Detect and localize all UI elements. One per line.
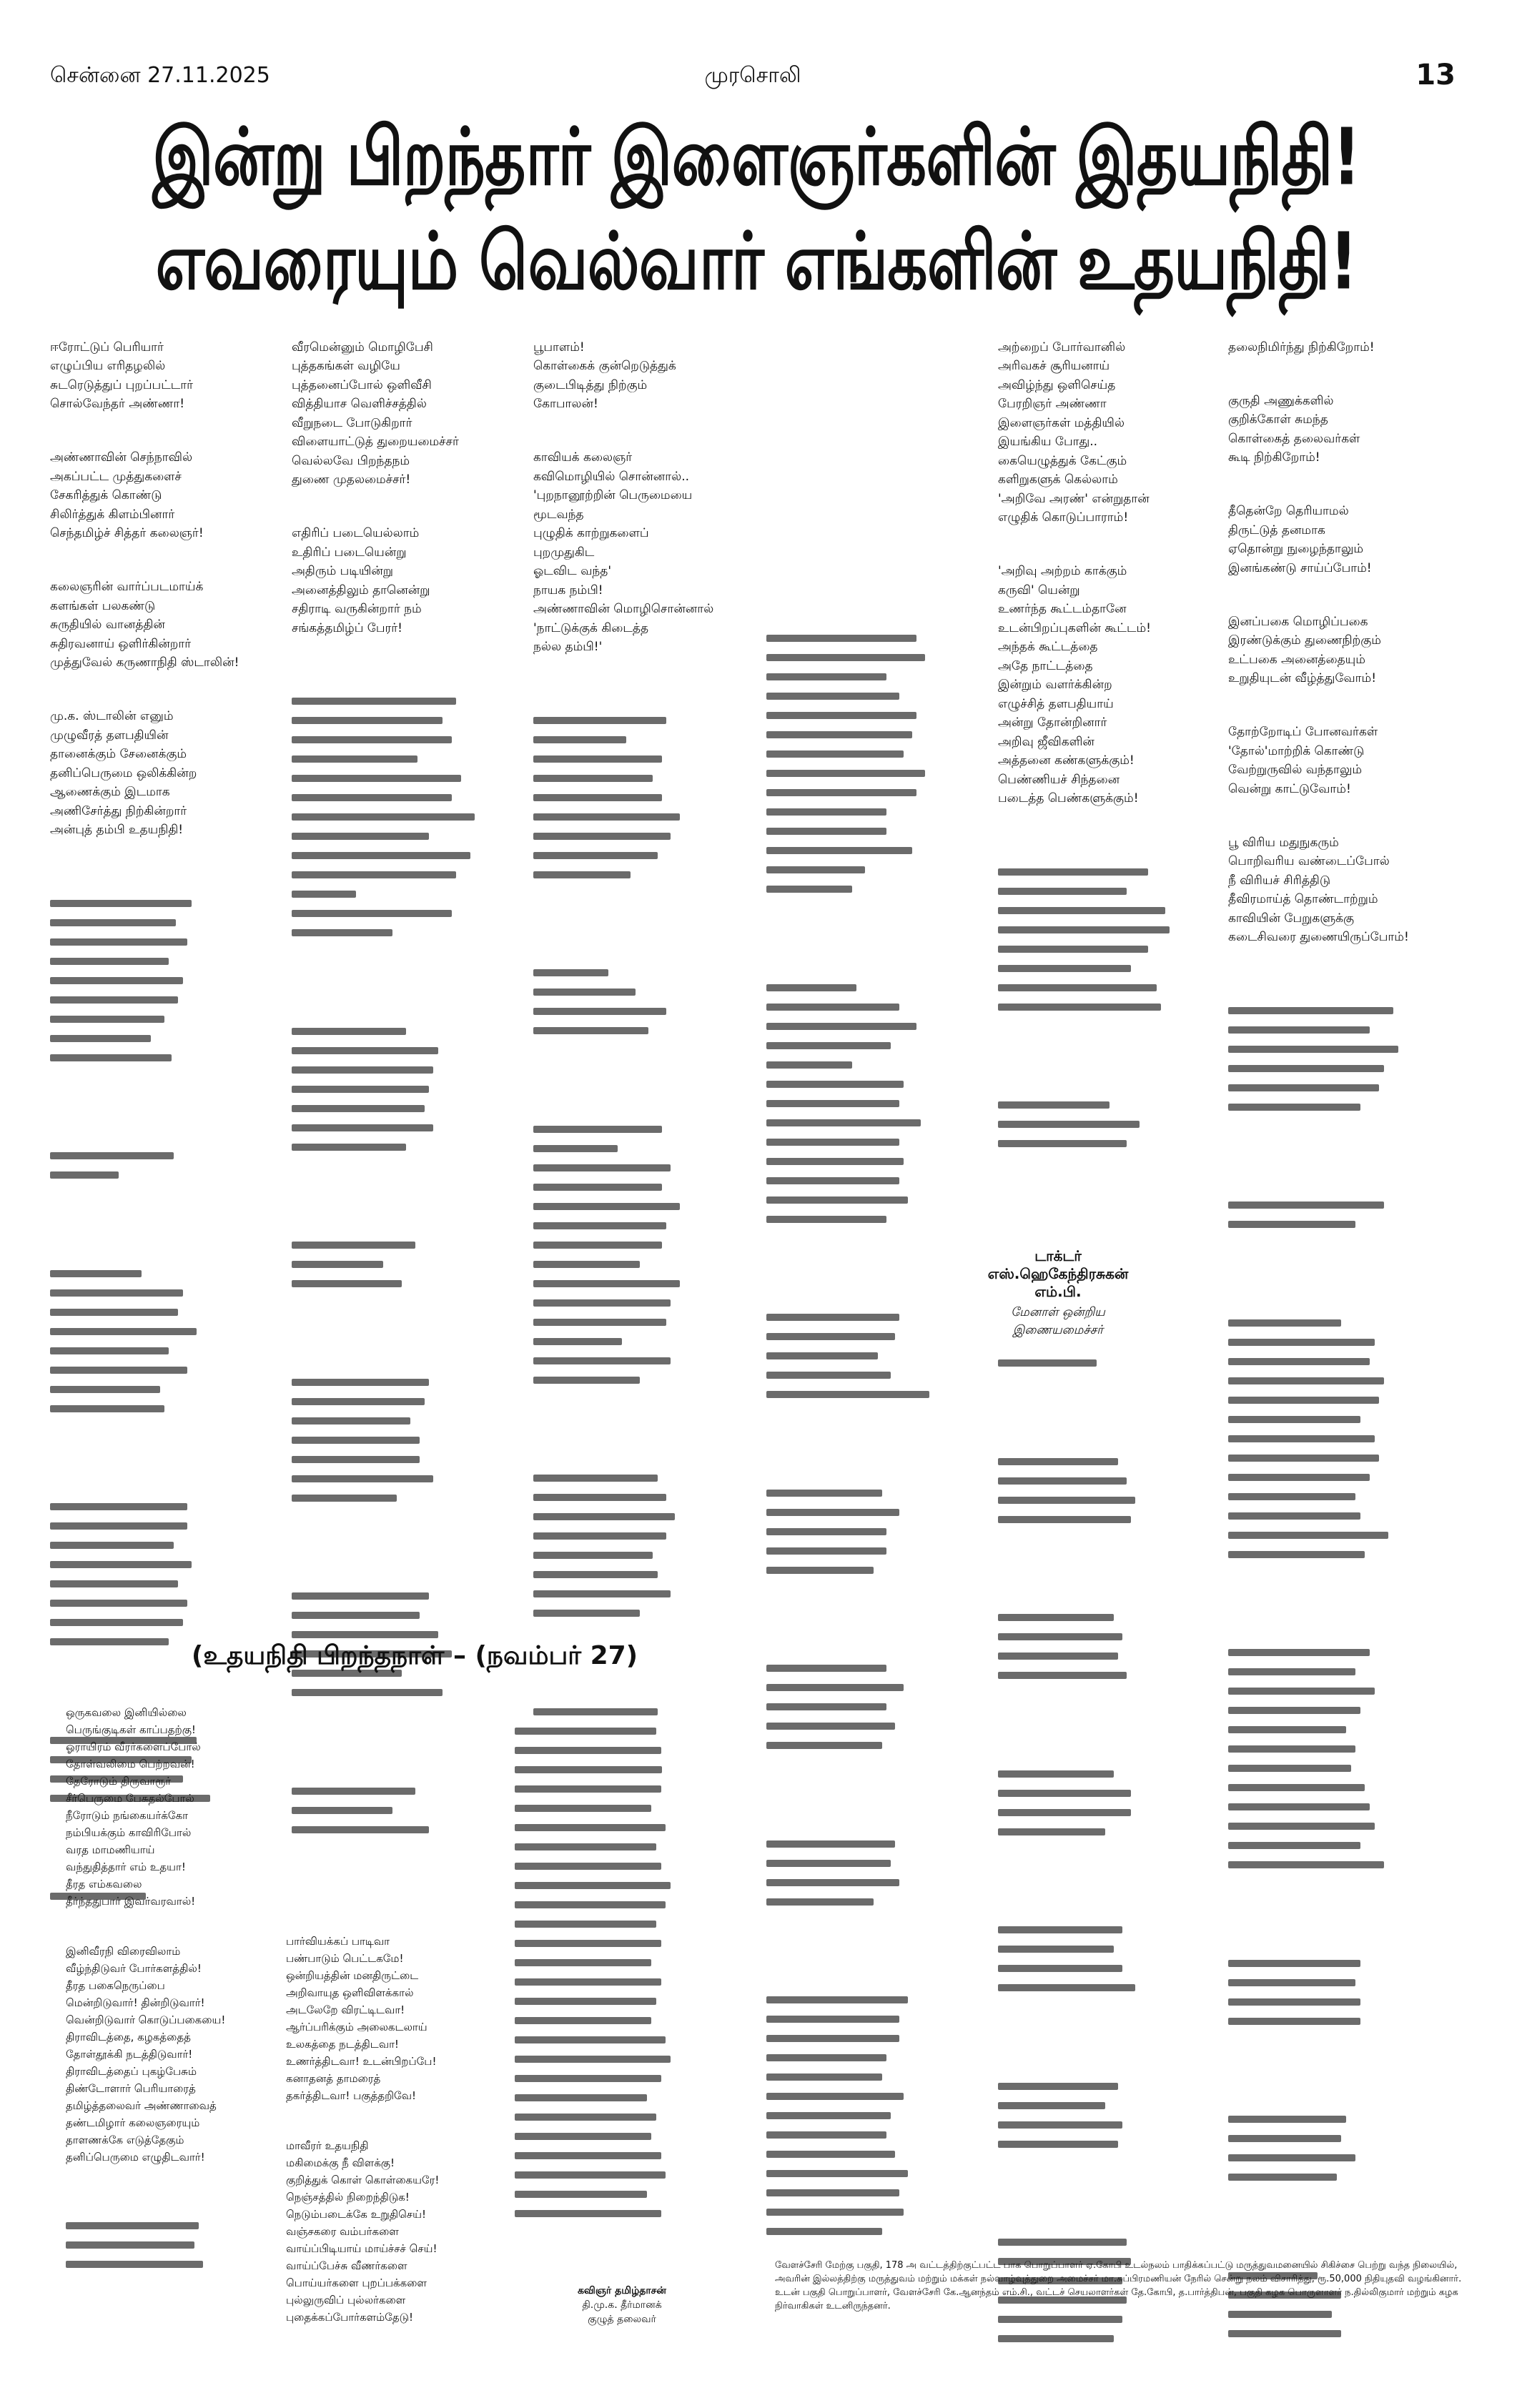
author-role: மேனாள் ஒன்றிய இணையமைச்சர் [1011, 1305, 1105, 1337]
poem2-signature [515, 2284, 729, 2327]
verse: பூபாளம்! கொள்கைக் குன்றெடுத்துக் குடைபிடித்து நிற்கும் கோபாலன்! [533, 340, 676, 411]
text-block [766, 1815, 981, 1936]
text-block [766, 1971, 981, 2266]
page-number: 13 [1415, 59, 1456, 91]
text-block [998, 1901, 1212, 2023]
text-block [1228, 1934, 1464, 2056]
text-block [766, 1640, 981, 1780]
poem1-column-6 [1228, 319, 1464, 2403]
text-block [1228, 2091, 1464, 2212]
poem1-column-4 [766, 590, 981, 2301]
poem1-column-5 [998, 319, 1212, 1213]
headline-line-2: எவரையும் வெல்வார் எங்களின் உதயநிதி! [155, 215, 1358, 307]
verse: குருதி அணுக்களில் குறிக்கோள் சுமந்த கொள்கைத் தலைவர்கள் கூடி நிற்கிறோம்! [1228, 393, 1360, 465]
verse: பூ விரிய மதுநுகரும் பொறிவரிய வண்டைப்போல் நீ விரியச் சிரித்திடு தீவிரமாய்த் தொண்டாற்றும் காவியின் பேறுகளுக்கு கடைசிவரை துணையிருப்போம்! [1228, 835, 1409, 944]
text-block [998, 2057, 1212, 2179]
text-block [50, 874, 279, 1092]
verse: இனிவீரநி விரைவிலாம் வீழ்ந்திடுவர் போர்களத்தில்! தீரத பகைநெருப்பை மென்றிடுவார்! தின்றிடுவார்! வென்றிடுவார் கொடுப்பகையை! திராவிடத்தை, கழகத்தைத் தோள்தூக்கி நடத்திடுவார்! திராவிடத்தைப் புகழ்பேசும் திண்டோளார் பெரியாரைத் தமிழ்த்தலைவர் அண்ணாவைத் தண்டமிழார் கலைஞரையும் தாளணக்கே எடுத்தேகும் தனிப்பெருமை எழுதிடவார்! [66, 1945, 226, 2164]
verse: தோற்றோடிப் போனவர்கள் 'தோல்'மாற்றிக் கொண்டு வேற்றுருவில் வந்தாலும் வென்று காட்டுவோம்! [1228, 725, 1378, 796]
text-block [998, 1432, 1212, 1554]
text-block [998, 1589, 1212, 1710]
verse: அண்ணாவின் செந்நாவில் அகப்பட்ட முத்துகளைச் சேகரித்துக் கொண்டு சிலிர்த்துக் கிளம்பினார் செந்தமிழ்ச் சித்தர் கலைஞர்! [50, 450, 204, 540]
masthead-date: சென்னை 27.11.2025 [50, 63, 270, 88]
masthead [50, 59, 1456, 91]
text-block [766, 610, 981, 924]
verse: ஒருகவலை இனியில்லை பெருங்குடிகள் காப்பதற்கு! ஓராயிரம் வீரர்களைப்போல் தோள்வலிமை பெற்றவன்! தேரோடும் திருவாரூர் சீர்பெருமை பேசுதல்போல் நீரோடும் நங்கையர்க்கோ நம்பியக்கும் காவிரிபோல் வரத மாமணியாய் வந்துதித்தார் எம் உதயா! தீரத எம்கவலை தீர்ந்ததுபார் இவர்வரவால்! [66, 1706, 201, 1908]
text-block [50, 1244, 279, 1443]
poem2-column-3 [515, 1687, 751, 2279]
text-block [1228, 1294, 1464, 1589]
verse: வீரமென்னும் மொழிபேசி புத்தகங்கள் வழியே புத்தனைப்போல் ஒளிவீசி வித்தியாச வெளிச்சத்தில் வீறுநடை போடுகிறார் விளையாட்டுத் துறையமைச்சர் வெல்லவே பிறந்தநம் துணை முதலமைச்சர்! [292, 340, 459, 487]
text-block [292, 1002, 520, 1181]
text-block [292, 673, 520, 968]
text-block [533, 691, 755, 909]
verse: தலைநிமிர்ந்து நிற்கிறோம்! [1228, 340, 1375, 355]
verse: ஈரோட்டுப் பெரியார் எழுப்பிய எரிதழலில் சுடரெடுத்துப் புறப்பட்டார் சொல்வேந்தர் அண்ணா! [50, 340, 194, 411]
text-block [50, 1127, 279, 1210]
headline [43, 111, 1470, 307]
text-block [66, 2199, 280, 2297]
text-block [292, 1353, 520, 1532]
text-block [998, 1745, 1212, 1866]
verse: தீதென்றே தெரியாமல் திருட்டுத் தனமாக ஏதொன்று நுழைந்தாலும் இனங்கண்டு சாய்ப்போம்! [1228, 504, 1372, 575]
verse: பார்வியக்கப் பாடிவா பண்பாடும் பெட்டகமே! ஒன்றியத்தின் மனதிருட்டை அறிவாயுத ஒளிவிளக்கால் அடலேறே விரட்டிடவா! ஆர்ப்பரிக்கும் அலைகடலாய் உலகத்தை நடத்திடவா! உணர்த்திடவா! உடன்பிறப்பே! கனாதனத் தாமரைத் தகர்த்திடவா! பகுத்தறிவே! [286, 1935, 437, 2102]
verse: காவியக் கலைஞர் கவிமொழியில் சொன்னால்.. 'புறநானூற்றின் பெருமையை மூடவந்த புழுதிக் காற்றுகளைப் புறமுதுகிட ஓடவிட வந்த' நாயக நம்பி! அண்ணாவின் மொழிசொன்னால் 'நாட்டுக்குக் கிடைத்த நல்ல தம்பி!' [533, 450, 714, 654]
author-name: கவிஞர் தமிழ்தாசன் [577, 2285, 667, 2296]
verse: மு.க. ஸ்டாலின் எனும் முழுவீரத் தளபதியின் தானைக்கும் சேனைக்கும் தனிப்பெருமை ஒலிக்கின்ற ஆணைக்கும் இடமாக அணிசேர்த்து நிற்கின்றார் அன்புத் தம்பி உதயநிதி! [50, 709, 197, 837]
headline-line-1: இன்று பிறந்தார் இளைஞர்களின் இதயநிதி! [152, 111, 1360, 203]
text-block [998, 843, 1212, 1041]
verse: 'அறிவு அற்றம் காக்கும் கருவி' யென்று உணர்ந்த கூட்டம்தானே உடன்பிறப்புகளின் கூட்டம்! அந்தக் கூட்டத்தை அதே நாட்டத்தை இன்றும் வளர்க்கின்ற எழுச்சித் தளபதியாய் அன்று தோன்றினார் அறிவு ஜீவிகளின் அத்தனை கண்களுக்கும்! பெண்ணியச் சிந்தனை படைத்த பெண்களுக்கும்! [998, 564, 1151, 806]
text-block [292, 1217, 520, 1319]
text-block [533, 1450, 755, 1648]
text-block [766, 958, 981, 1254]
masthead-paper-name: முரசொலி [704, 63, 801, 88]
verse: அற்றைப் போர்வானில் அரிவகச் சூரியனாய் அவிழ்ந்து ஒளிசெய்த பேரறிஞர் அண்ணா இளைஞர்கள் மத்தியில் இயங்கிய போது.. கையெழுத்துக் கேட்கும் களிறுகளுக் கெல்லாம் 'அறிவே அரண்' என்றுதான் எழுதிக் கொடுப்பாராம்! [998, 340, 1150, 525]
poem2-column-2 [286, 1916, 500, 2359]
verse: இனப்பகை மொழிப்பகை இரண்டுக்கும் துணைநிற்கும் உட்பகை அனைத்தையும் உறுதியுடன் வீழ்த்துவோம்! [1228, 614, 1381, 685]
text-block [766, 1464, 981, 1605]
photo-caption: வேளச்சேரி மேற்கு பகுதி, 178 அ வட்டத்திற்குட்பட்ட பாக பொறுப்பாளர் ஏ.கோபி உடல்நலம் பாதிக்கப்பட்டு மருத்துவமனையில் சிகிச்சை பெற்று வந்த நிலையில், அவரின் இல்லத்திற்கு மருத்துவம் மற்றும் மக்கள் நல்வாழ்வுத்துறை அமைச்சர் மா.சுப்பிரமணியன் நேரில் சென்று நலம் விசாரித்து, ரூ.50,000 நிதியுதவி வழங்கினார். உடன் பகுதி பொறுப்பாளர், வேளச்சேரி கே.ஆனந்தம் எம்.சி., வட்டச் செயலாளர்கள் தே.கோபி, த.பார்த்திபன், பகுதி கழக பொருளாளர் ந.தில்லிகுமார் மற்றும் கழக நிர்வாகிகள் உடனிருந்தனர். [775, 2260, 1462, 2312]
author-name: டாக்டர் எஸ்.ஹெகேந்திரசுகன் எம்.பி. [987, 1247, 1129, 1300]
text-block [998, 1076, 1212, 1179]
poem1-column-3 [533, 319, 755, 1858]
text-block [1228, 1624, 1464, 1900]
verse: மாவீரர் உதயநிதி மகிமைக்கு நீ விளக்கு! குறித்துக் கொள் கொள்கையரே! நெஞ்சத்தில் நிறைந்திடுக! நெடும்படைக்கே உறுதிசெய்! வஞ்சகரை வம்பர்களை வாய்ப்பிடியாய் மாய்ச்சச் செய்! வாய்ப்பேச்சு வீணர்களை பொய்யர்களை புறப்பக்களை புல்லுருவிப் புல்லர்களை புதைக்கப்போர்களம்தேடு! [286, 2139, 440, 2324]
text-block [515, 1704, 751, 2246]
text-block [533, 1100, 755, 1414]
text-block [292, 1762, 520, 1864]
verse: கலைஞரின் வார்ப்படமாய்க் களங்கள் பலகண்டு சுருதியில் வானத்தின் சுதிரவனாய் ஒளிர்கின்றார் முத்துவேல் கருணாநிதி ஸ்டாலின்! [50, 580, 239, 670]
text-block [998, 1334, 1212, 1398]
poem1-column-5-lower [998, 1315, 1212, 2408]
author-role: தி.மு.க. தீர்மானக் குழுத் தலைவர் [582, 2299, 662, 2325]
poem2-subtitle: (உதயநிதி பிறந்தநாள் – (நவம்பர் 27) [191, 1641, 638, 1670]
verse: எதிரிப் படையெல்லாம் உதிரிப் படையென்று அதிரும் படியின்று அனைத்திலும் தானென்று சதிராடி வருகின்றார் நம் சங்கத்தமிழ்ப் பேரர்! [292, 526, 430, 635]
text-block [1228, 981, 1464, 1141]
poem2-column-1 [66, 1687, 280, 2330]
text-block [533, 944, 755, 1066]
text-block [1228, 1176, 1464, 1259]
